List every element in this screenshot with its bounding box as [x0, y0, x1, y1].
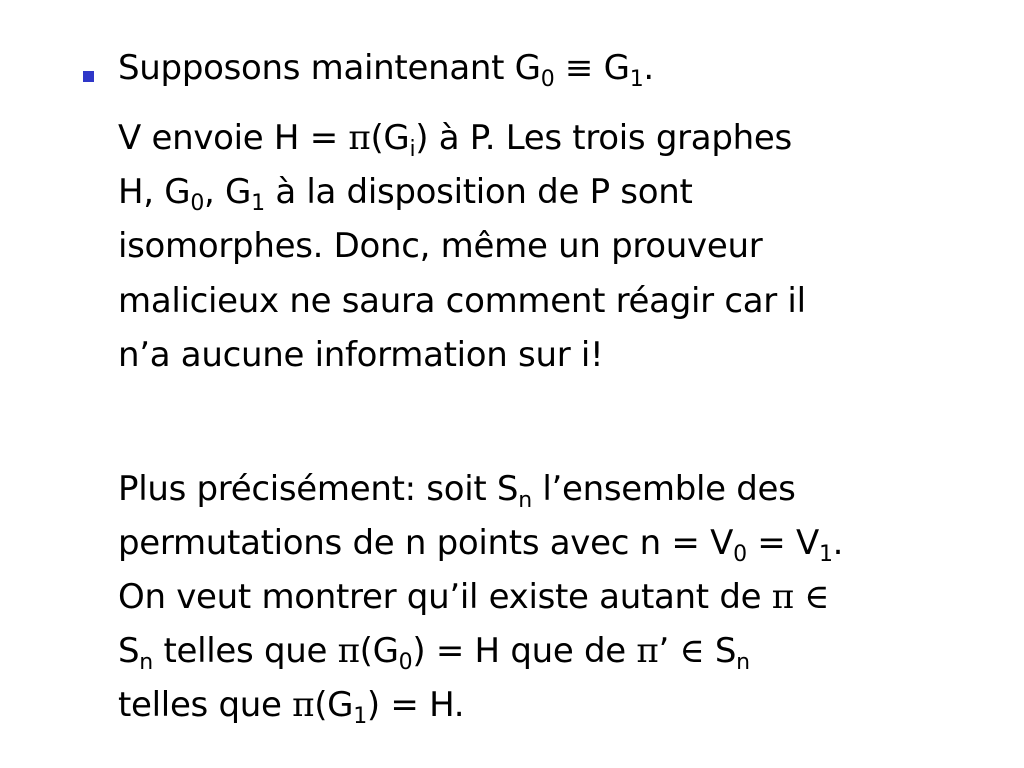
text-run: n’a aucune information sur i!: [118, 335, 604, 375]
text-run: ’: [658, 631, 680, 671]
detail-line-3: [118, 577, 829, 617]
text-run: S: [704, 631, 737, 671]
detail-line-4: [118, 631, 750, 675]
text-run: ) = H.: [366, 685, 465, 725]
text-run: l’ensemble des: [531, 469, 796, 509]
text-run: V envoie H =: [118, 118, 349, 158]
math-symbol: ≡: [564, 48, 594, 88]
subscript: n: [139, 650, 153, 675]
text-run: S: [118, 631, 140, 671]
subscript: 0: [540, 67, 555, 92]
math-symbol: ∈: [679, 631, 705, 671]
body-line-5: [118, 335, 603, 375]
text-run: [794, 577, 805, 617]
text-run: , G: [204, 172, 252, 212]
subscript: 0: [398, 650, 413, 675]
subscript: n: [518, 488, 532, 513]
subscript: i: [409, 137, 416, 162]
detail-line-2: [118, 523, 844, 567]
text-run: malicieux ne saura comment réagir car il: [118, 281, 806, 321]
intro-line: [118, 48, 654, 92]
text-run: (G: [359, 631, 399, 671]
text-run: (G: [314, 685, 354, 725]
body-line-3: [118, 226, 762, 266]
text-run: telles que: [118, 685, 293, 725]
text-run: .: [832, 523, 844, 563]
math-symbol: ∈: [804, 577, 830, 617]
text-run: à la disposition de P sont: [264, 172, 693, 212]
subscript: 1: [818, 542, 833, 567]
body-line-4: [118, 281, 806, 321]
math-symbol: π: [292, 685, 315, 725]
subscript: 1: [353, 704, 367, 729]
body-line-1: [118, 118, 792, 162]
math-symbol: π: [348, 118, 371, 158]
subscript: 0: [190, 191, 205, 216]
math-symbol: π: [771, 577, 794, 617]
math-symbol: π: [636, 631, 659, 671]
subscript: 1: [629, 67, 644, 92]
text-run: [554, 48, 565, 88]
text-run: H, G: [118, 172, 191, 212]
text-run: Supposons maintenant G: [118, 48, 541, 88]
subscript: n: [736, 650, 750, 675]
detail-line-1: [118, 469, 796, 513]
text-run: permutations de n points avec n = V: [118, 523, 734, 563]
bullet-square-icon: [83, 71, 94, 82]
text-run: = V: [746, 523, 819, 563]
text-run: G: [593, 48, 630, 88]
text-run: On veut montrer qu’il existe autant de: [118, 577, 772, 617]
detail-line-5: [118, 685, 465, 729]
subscript: 1: [251, 191, 265, 216]
body-line-2: [118, 172, 693, 216]
text-run: telles que: [152, 631, 338, 671]
subscript: 0: [733, 542, 747, 567]
text-run: .: [643, 48, 654, 88]
text-run: Plus précisément: soit S: [118, 469, 519, 509]
text-run: (G: [370, 118, 410, 158]
text-run: ) = H que de: [412, 631, 637, 671]
math-symbol: π: [337, 631, 360, 671]
text-run: ) à P. Les trois graphes: [415, 118, 792, 158]
text-run: isomorphes. Donc, même un prouveur: [118, 226, 763, 266]
